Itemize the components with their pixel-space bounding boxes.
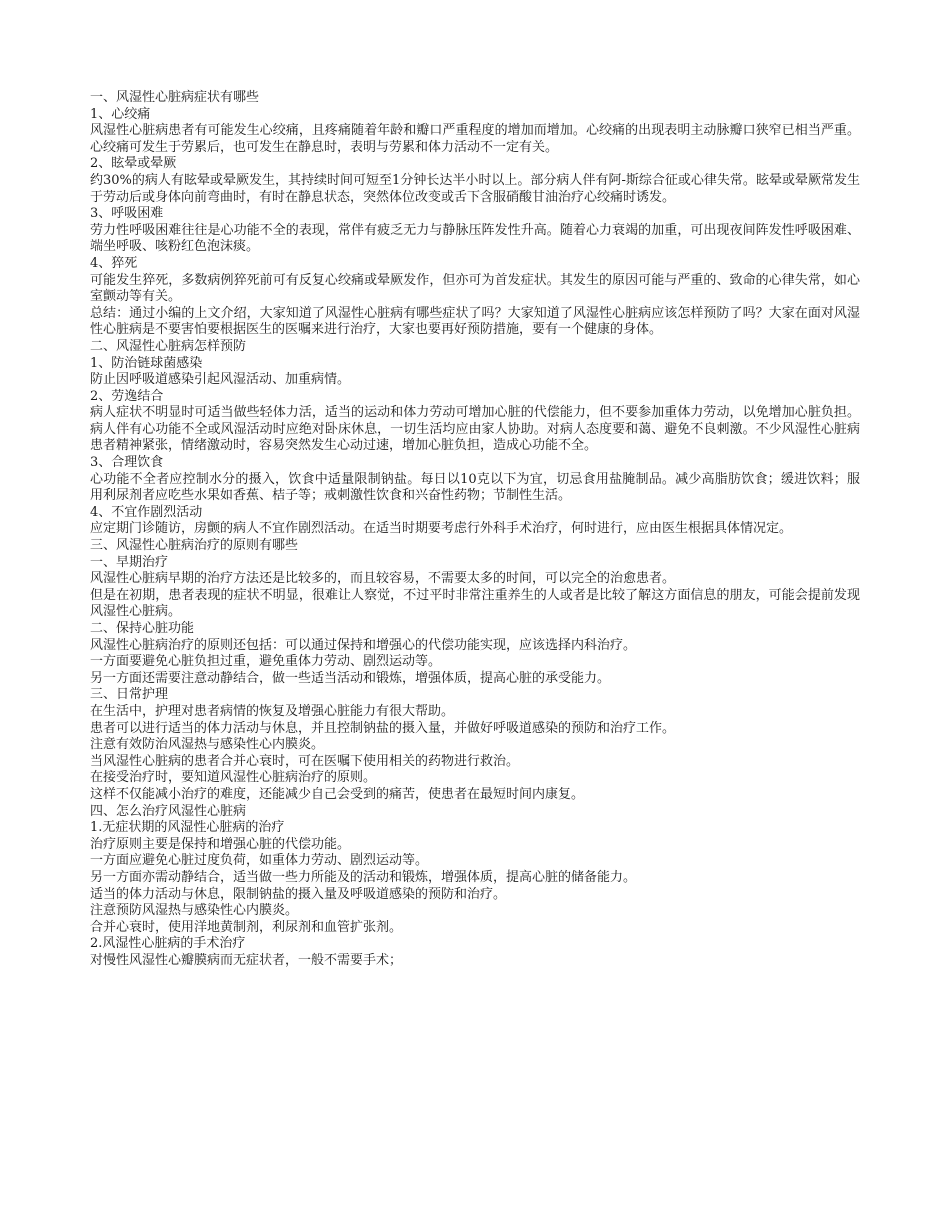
paragraph-dyspnea: 劳力性呼吸困难往往是心功能不全的表现，常伴有疲乏无力与静脉压阵发性升高。随着心力衰竭的加重，可出现夜间阵发性呼吸困难、端坐呼吸、咳粉红色泡沫痰。	[90, 222, 860, 255]
paragraph-surgery: 对慢性风湿性心瓣膜病而无症状者，一般不需要手术；	[90, 952, 403, 968]
subheading-dizziness: 2、眩晕或晕厥	[90, 156, 177, 172]
subheading-heart-function: 二、保持心脏功能	[90, 621, 195, 636]
subheading-sudden-death: 4、猝死	[90, 255, 138, 271]
paragraph-early-treatment-1: 风湿性心脏病早期的治疗方法还是比较多的，而且较容易，不需要太多的时间，可以完全的治愈患者。	[90, 571, 676, 587]
paragraph-activity: 应定期门诊随访，房颤的病人不宜作剧烈活动。在适当时期要考虑行外科手术治疗，何时进行，应由医生根据具体情况定。	[90, 521, 793, 537]
document-body	[90, 90, 860, 969]
subheading-rest: 2、劳逸结合	[90, 388, 164, 404]
paragraph-diet: 心功能不全者应控制水分的摄入，饮食中适量限制钠盐。每日以10克以下为宜，切忌食用盐腌制品。减少高脂肪饮食；缓进饮料；服用利尿剂者应吃些水果如香蕉、桔子等；戒刺激性饮食和兴奋性药物；节制性生活。	[90, 471, 860, 504]
subheading-strep: 1、防治链球菌感染	[90, 355, 203, 371]
paragraph-asymptomatic-5: 注意预防风湿热与感染性心内膜炎。	[90, 903, 299, 919]
paragraph-angina: 风湿性心脏病患者有可能发生心绞痛，且疼痛随着年龄和瓣口严重程度的增加而增加。心绞痛的出现表明主动脉瓣口狭窄已相当严重。心绞痛可发生于劳累后，也可发生在静息时，表明与劳累和体力活动不一定有关。	[90, 123, 860, 155]
paragraph-sudden-death: 可能发生猝死，多数病例猝死前可有反复心绞痛或晕厥发作，但亦可为首发症状。其发生的原因可能与严重的、致命的心律失常，如心室颤动等有关。	[90, 272, 860, 305]
subheading-angina: 1、心绞痛	[90, 106, 151, 122]
subheading-surgery: 2.风湿性心脏病的手术治疗	[90, 936, 246, 952]
paragraph-heart-function-3: 另一方面还需要注意动静结合，做一些适当活动和锻炼，增强体质，提高心脏的承受能力。	[90, 670, 611, 686]
paragraph-daily-care-5: 在接受治疗时，要知道风湿性心脏病治疗的原则。	[90, 770, 377, 786]
paragraph-asymptomatic-4: 适当的体力活动与休息，限制钠盐的摄入量及呼吸道感染的预防和治疗。	[90, 886, 507, 902]
paragraph-daily-care-3: 注意有效防治风湿热与感染性心内膜炎。	[90, 737, 325, 753]
subheading-daily-care: 三、日常护理	[90, 687, 169, 703]
paragraph-strep: 防止因呼吸道感染引起风湿活动、加重病情。	[90, 372, 351, 388]
paragraph-early-treatment-2: 但是在初期，患者表现的症状不明显，很难让人察觉，不过平时非常注重养生的人或者是比较了解这方面信息的朋友，可能会提前发现风湿性心脏病。	[90, 587, 860, 620]
paragraph-heart-function-2: 一方面要避免心脏负担过重，避免重体力劳动、剧烈运动等。	[90, 654, 442, 670]
paragraph-asymptomatic-3: 另一方面亦需动静结合，适当做一些力所能及的活动和锻炼，增强体质，提高心脏的储备能力。	[90, 869, 637, 885]
paragraph-daily-care-4: 当风湿性心脏病的患者合并心衰时，可在医嘱下使用相关的药物进行救治。	[90, 753, 520, 769]
paragraph-asymptomatic-6: 合并心衰时，使用洋地黄制剂，利尿剂和血管扩张剂。	[90, 919, 403, 935]
paragraph-daily-care-6: 这样不仅能减小治疗的难度，还能减少自己会受到的痛苦，使患者在最短时间内康复。	[90, 786, 585, 802]
paragraph-asymptomatic-2: 一方面应避免心脏过度负荷，如重体力劳动、剧烈运动等。	[90, 853, 429, 869]
subheading-diet: 3、合理饮食	[90, 455, 164, 471]
heading-principles: 三、风湿性心脏病治疗的原则有哪些	[90, 538, 299, 554]
paragraph-dizziness: 约30%的病人有眩晕或晕厥发生，其持续时间可短至1分钟长达半小时以上。部分病人伴有阿-斯综合征或心律失常。眩晕或晕厥常发生于劳动后或身体向前弯曲时，有时在静息状态，突然体位改变或舌下含服硝酸甘油治疗心绞痛时诱发。	[90, 172, 860, 205]
subheading-asymptomatic: 1.无症状期的风湿性心脏病的治疗	[90, 820, 285, 836]
heading-symptoms: 一、风湿性心脏病症状有哪些	[90, 90, 260, 105]
paragraph-heart-function-1: 风湿性心脏病治疗的原则还包括：可以通过保持和增强心的代偿功能实现，应该选择内科治疗。	[90, 637, 637, 653]
subheading-dyspnea: 3、呼吸困难	[90, 206, 164, 222]
paragraph-asymptomatic-1: 治疗原则主要是保持和增强心脏的代偿功能。	[90, 836, 351, 852]
paragraph-daily-care-2: 患者可以进行适当的体力活动与休息，并且控制钠盐的摄入量，并做好呼吸道感染的预防和治疗工作。	[90, 720, 676, 736]
paragraph-daily-care-1: 在生活中，护理对患者病情的恢复及增强心脏能力有很大帮助。	[90, 703, 455, 719]
heading-treatment: 四、怎么治疗风湿性心脏病	[90, 803, 247, 819]
subheading-activity: 4、不宜作剧烈活动	[90, 504, 203, 520]
heading-prevention: 二、风湿性心脏病怎样预防	[90, 338, 247, 354]
paragraph-summary: 总结：通过小编的上文介绍，大家知道了风湿性心脏病有哪些症状了吗？大家知道了风湿性心脏病应该怎样预防了吗？大家在面对风湿性心脏病是不要害怕要根据医生的医嘱来进行治疗，大家也要再好预防措施，要有一个健康的身体。	[90, 305, 860, 338]
paragraph-rest: 病人症状不明显时可适当做些轻体力活，适当的运动和体力劳动可增加心脏的代偿能力，但不要参加重体力劳动，以免增加心脏负担。病人伴有心功能不全或风湿活动时应绝对卧床休息，一切生活均应由家人协助。对病人态度要和蔼、避免不良刺激。不少风湿性心脏病患者精神紧张，情绪激动时，容易突然发生心动过速，增加心脏负担，造成心功能不全。	[90, 405, 860, 454]
subheading-early-treatment: 一、早期治疗	[90, 554, 169, 570]
